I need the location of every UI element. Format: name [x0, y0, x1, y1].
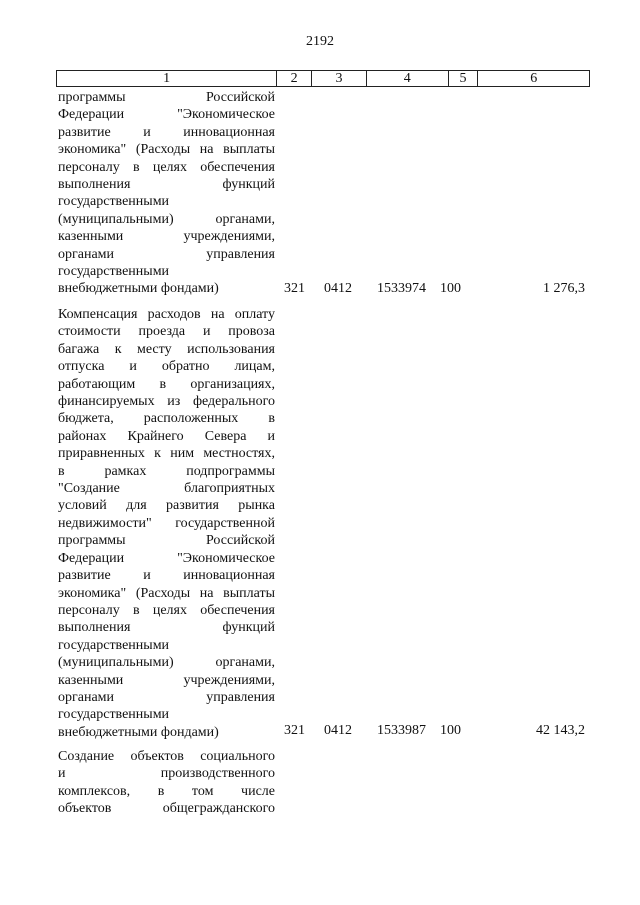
desc-line: багажа к месту использования	[58, 341, 275, 357]
header-col-2: 2	[277, 71, 312, 86]
desc-line: развитие и инновационная	[58, 124, 275, 140]
row-1-ministry: 321	[284, 281, 305, 296]
desc-line: персоналу в целях обеспечения	[58, 159, 275, 175]
desc-line: органами управления	[58, 689, 275, 705]
row-2-description	[58, 306, 275, 741]
desc-line: финансируемых из федерального	[58, 394, 275, 410]
desc-line: выполнения функций	[58, 620, 275, 636]
desc-line: экономика" (Расходы на выплаты	[58, 585, 275, 601]
desc-line: внебюджетными фондами)	[58, 724, 219, 740]
row-3-description	[58, 748, 275, 818]
desc-line: Федерации "Экономическое	[58, 107, 275, 123]
desc-line: государственными	[58, 264, 170, 280]
desc-line: стоимости проезда и провоза	[58, 324, 275, 340]
row-1-section: 0412	[324, 281, 352, 296]
row-1-target: 1533974	[377, 281, 426, 296]
desc-line: недвижимости" государственной	[58, 515, 275, 531]
desc-line: Федерации "Экономическое	[58, 550, 275, 566]
row-1-description	[58, 89, 275, 298]
desc-line: Создание объектов социального	[58, 749, 275, 764]
row-2-target: 1533987	[377, 723, 426, 738]
desc-line: (муниципальными) органами,	[58, 211, 275, 227]
page-number: 2192	[306, 34, 334, 49]
desc-line: внебюджетными фондами)	[58, 281, 219, 297]
desc-line: бюджета, расположенных в	[58, 411, 275, 427]
desc-line: в рамках подпрограммы	[58, 463, 275, 479]
desc-line: районах Крайнего Севера и	[58, 428, 275, 444]
row-1-amount: 1 276,3	[543, 281, 585, 296]
desc-line: комплексов, в том числе	[58, 783, 275, 799]
desc-line: "Создание благоприятных	[58, 481, 275, 497]
desc-line: отпуска и обратно лицам,	[58, 359, 275, 375]
header-col-4: 4	[367, 71, 449, 86]
desc-line: казенными учреждениями,	[58, 229, 275, 245]
header-col-5: 5	[449, 71, 479, 86]
desc-line: казенными учреждениями,	[58, 672, 275, 688]
desc-line: выполнения функций	[58, 177, 275, 193]
desc-line: (муниципальными) органами,	[58, 655, 275, 671]
row-2-amount: 42 143,2	[536, 723, 585, 738]
desc-line: программы Российской	[58, 90, 275, 105]
row-1-expense-type: 100	[440, 281, 461, 296]
desc-line: программы Российской	[58, 533, 275, 549]
desc-line: государственными	[58, 707, 170, 723]
header-col-3: 3	[312, 71, 367, 86]
desc-line: экономика" (Расходы на выплаты	[58, 142, 275, 158]
desc-line: персоналу в целях обеспечения	[58, 602, 275, 618]
desc-line: Компенсация расходов на оплату	[58, 307, 275, 322]
row-2-expense-type: 100	[440, 723, 461, 738]
header-col-1: 1	[57, 71, 277, 86]
row-2-section: 0412	[324, 723, 352, 738]
desc-line: развитие и инновационная	[58, 568, 275, 584]
desc-line: государственными	[58, 637, 170, 653]
desc-line: приравненных к ним местностях,	[58, 446, 275, 462]
desc-line: работающим в организациях,	[58, 376, 275, 392]
desc-line: объектов общегражданского	[58, 801, 275, 817]
desc-line: условий для развития рынка	[58, 498, 275, 514]
header-col-6: 6	[530, 71, 538, 86]
desc-line: органами управления	[58, 246, 275, 262]
row-2-ministry: 321	[284, 723, 305, 738]
desc-line: и производственного	[58, 766, 275, 782]
desc-line: государственными	[58, 194, 170, 210]
table-header-row	[56, 70, 590, 87]
